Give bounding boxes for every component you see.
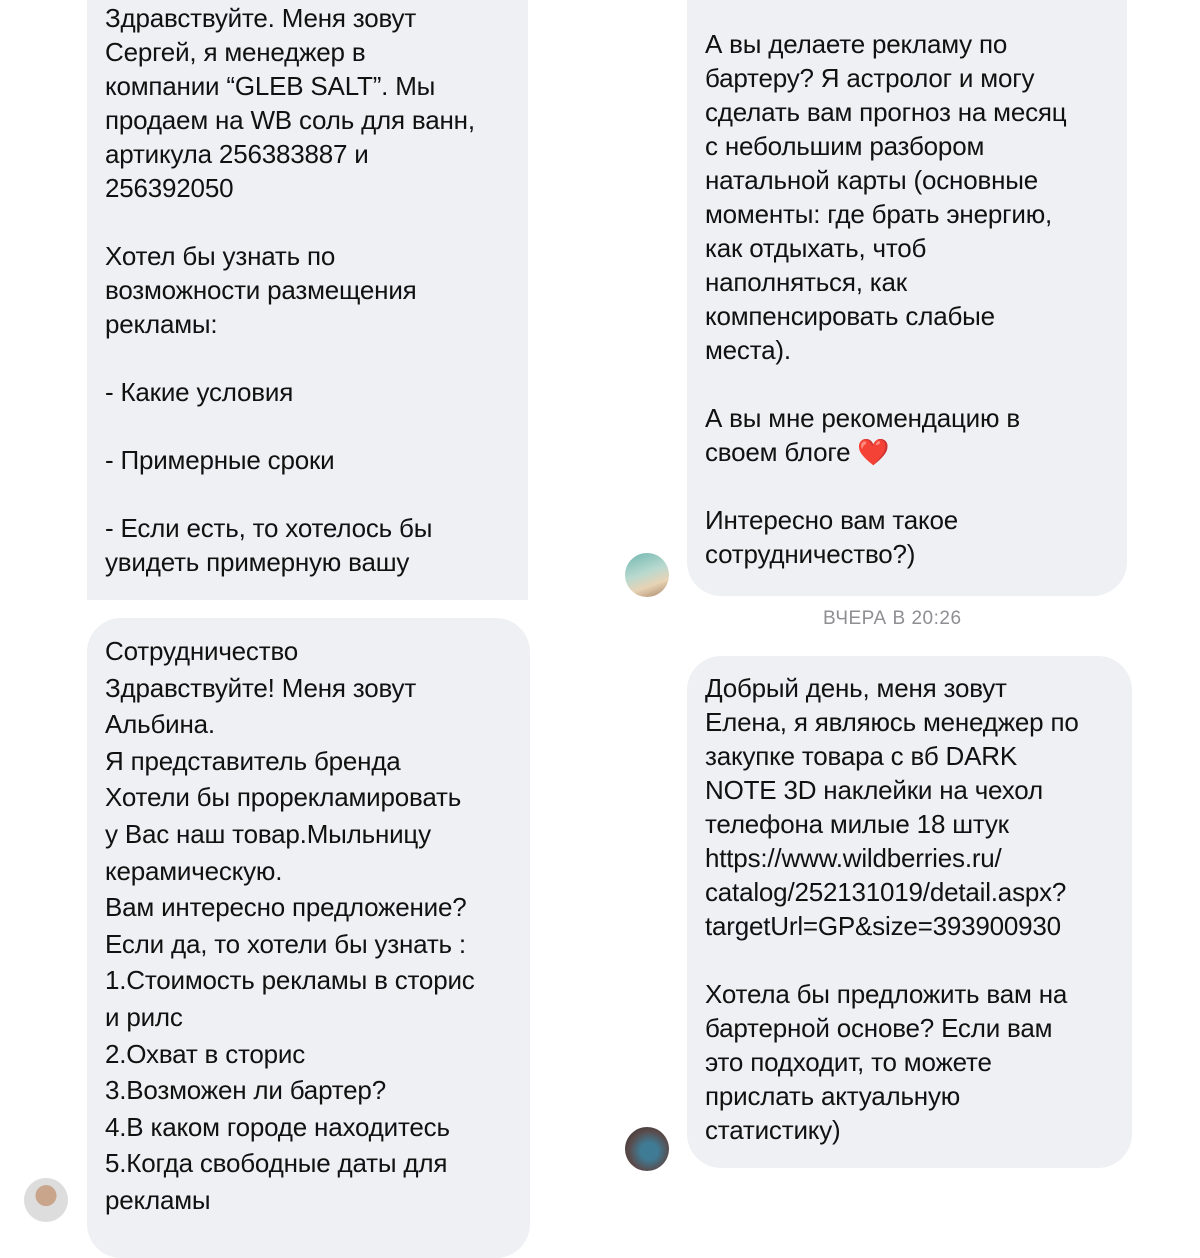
message-text: Добрый день, меня зовут Елена, я являюсь менеджер по закупке товара с вб DARK NOTE 3D наклейки на чехол телефона милые 18 штук https://www.wildberries.ru/ catalog/252131019/detail.aspx? targetUrl=GP&size=393900930 Хотела бы предложить вам на бартерной основе? Если вам это подходит, то можете прислать актуальную статистику) [705,673,1079,1145]
message-text-part: Интересно вам такое сотрудничество?) [705,505,959,569]
avatar[interactable] [24,1178,68,1222]
avatar[interactable] [625,1127,669,1171]
message-text-part: А вы делаете рекламу по бартеру? Я астролог и могу сделать вам прогноз на месяц с небольшим разбором натальной карты (основные моменты: где брать энергию, как отдыхать, чтоб наполняться, как компенсировать слабые места). А вы мне рекомендацию в своем блоге [705,29,1067,467]
timestamp: ВЧЕРА В 20:26 [823,608,962,629]
message-text: Сотрудничество Здравствуйте! Меня зовут Альбина. Я представитель бренда Хотели бы прорекламировать у Вас наш товар.Мыльницу керамическую. Вам интересно предложение? Если да, то хотели бы узнать : 1.Стоимость рекламы в сторис и рилс 2.Охват в сторис 3.Возможен ли бартер? 4.В каком городе находитесь 5.Когда свободные даты для рекламы [105,636,475,1215]
message-text: Здравствуйте. Меня зовут Сергей, я менеджер в компании “GLEB SALT”. Мы продаем на WB соль для ванн, артикула 256383887 и 256392050 Хотел бы узнать по возможности размещения рекламы: - Какие условия - Примерные сроки - Если есть, то хотелось бы увидеть примерную вашу [105,3,475,577]
heart-emoji-icon: ❤️ [857,437,890,467]
avatar[interactable] [625,553,669,597]
message-text [705,27,1067,571]
